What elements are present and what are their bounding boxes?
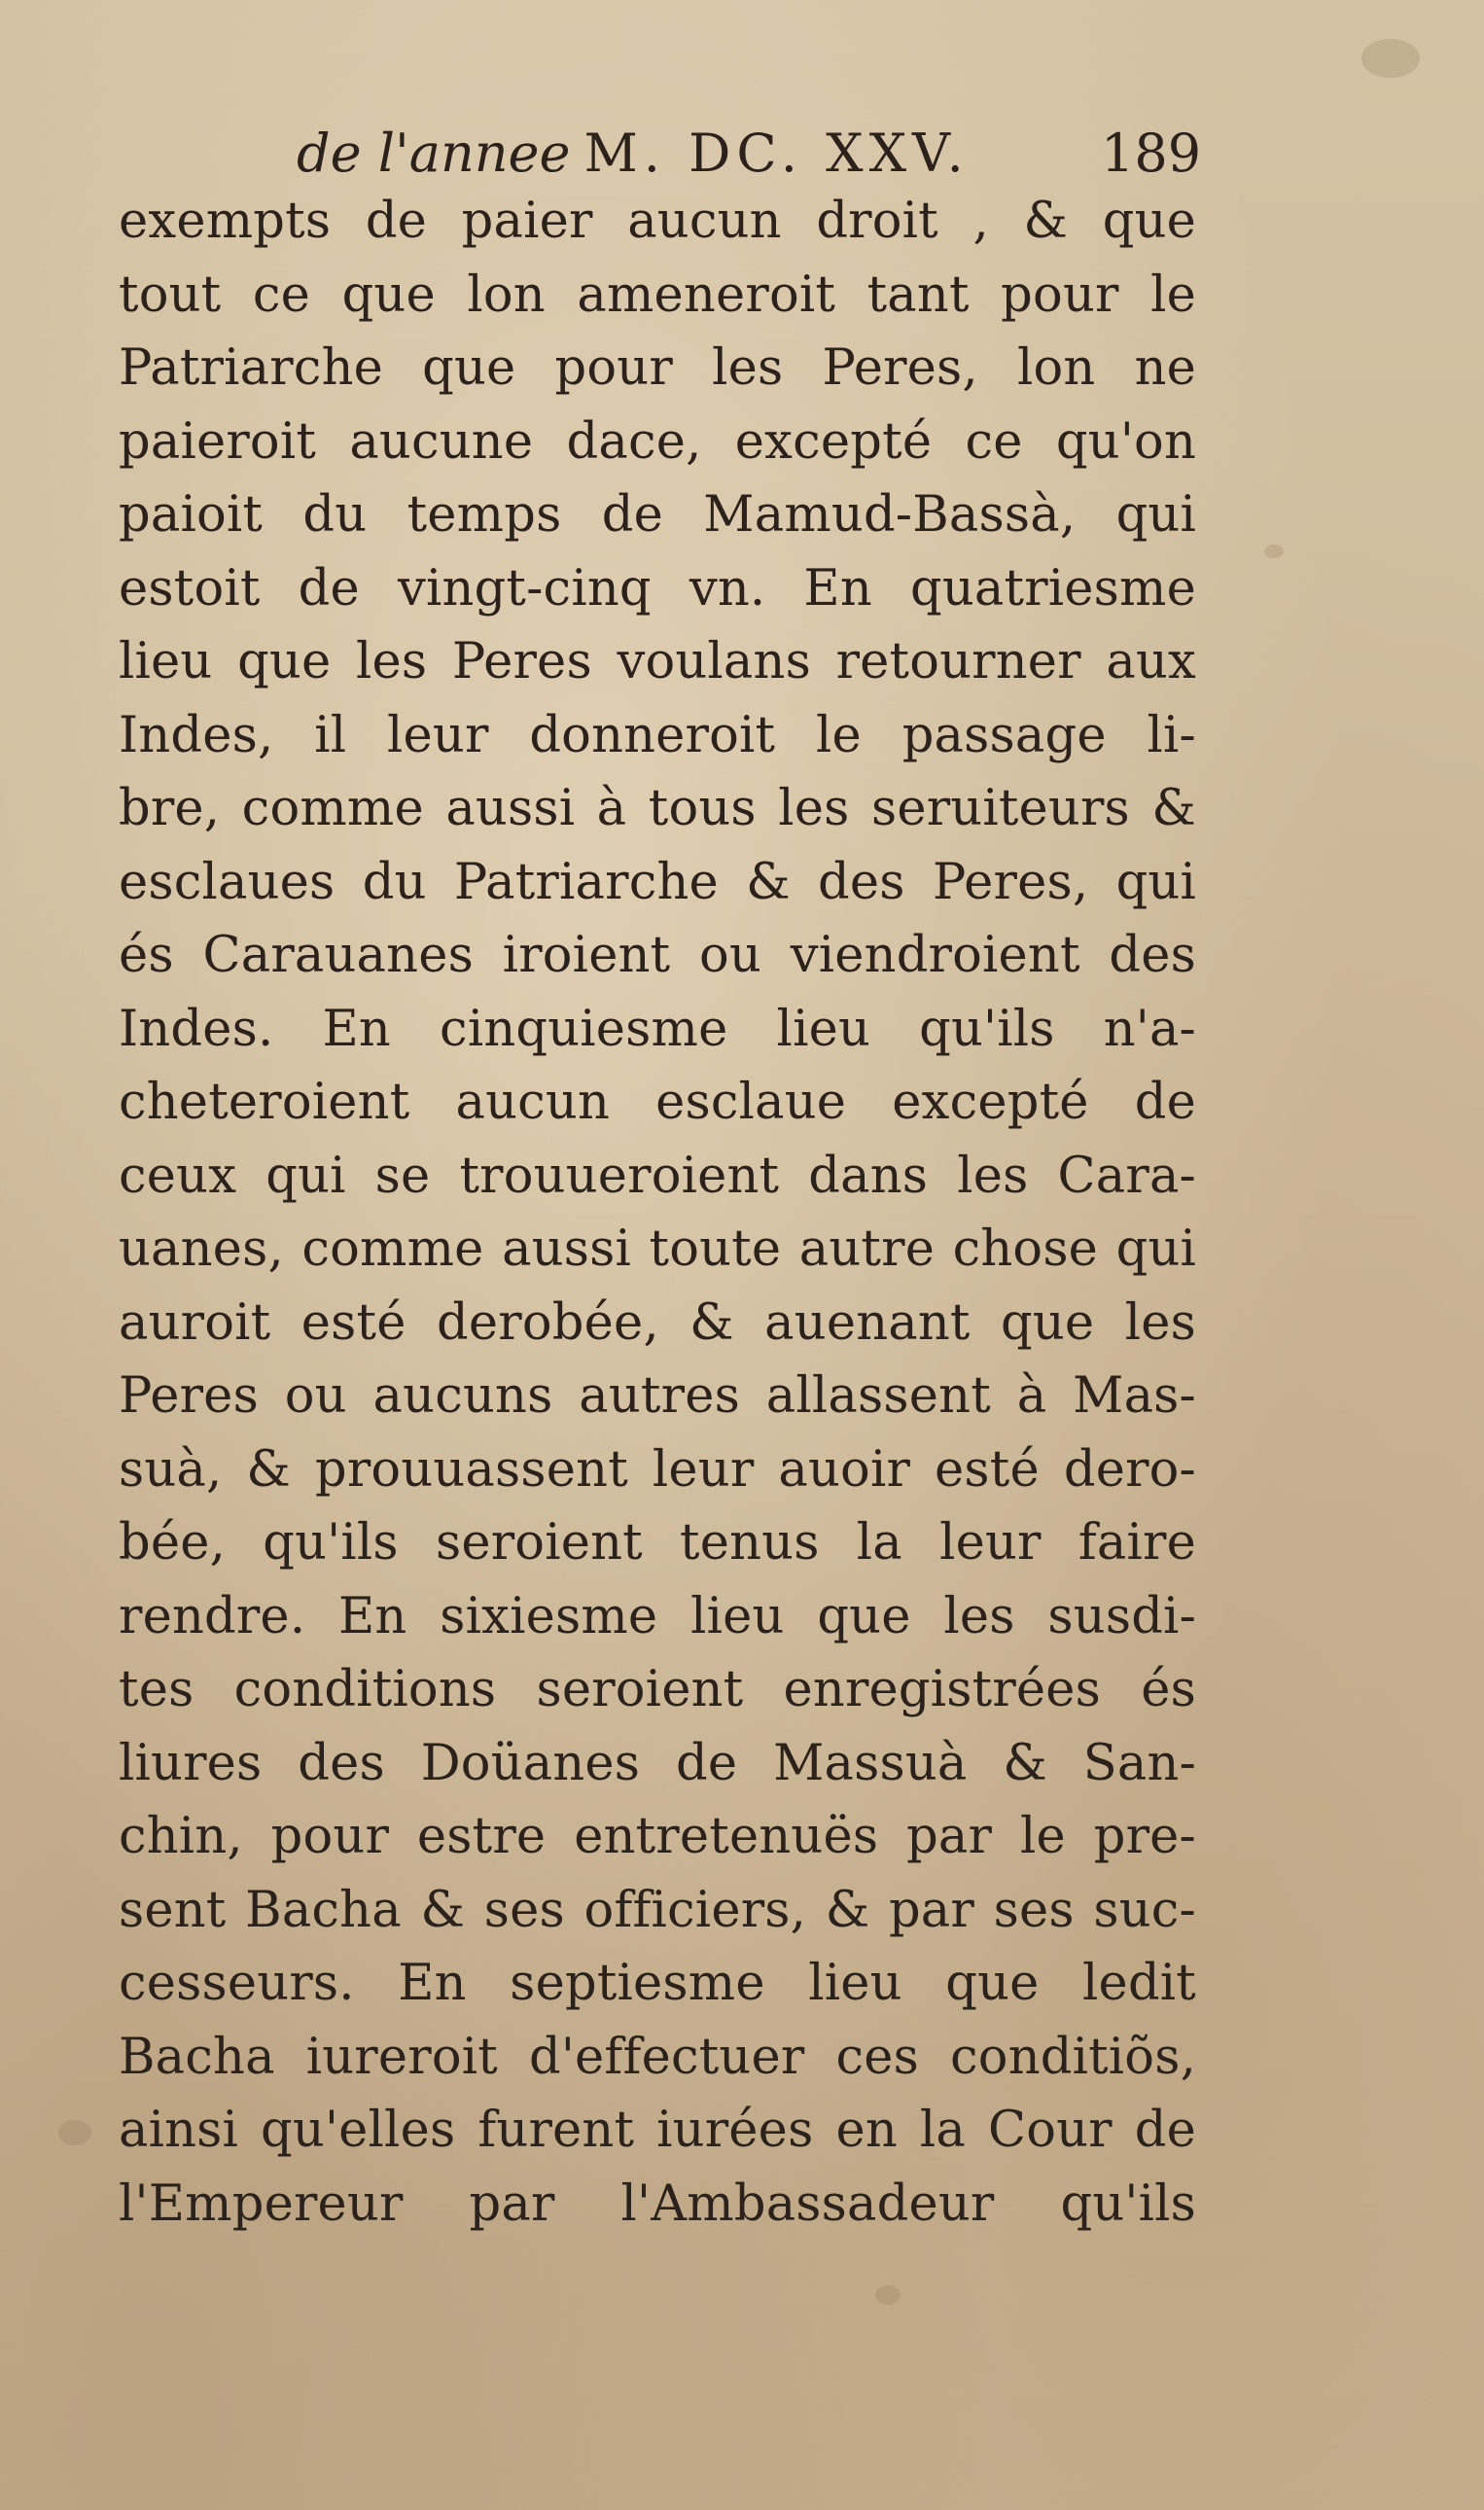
text-line: esclaues du Patriarche & des Peres, qui (119, 853, 1196, 911)
running-head-italic: de l'annee (297, 123, 571, 184)
text-line: exempts de paier aucun droit , & que (119, 193, 1196, 250)
text-line: rendre. En sixiesme lieu que les susdi- (119, 1587, 1196, 1645)
text-line: sent Bacha & ses officiers, & par ses suc- (119, 1881, 1196, 1939)
text-line: és Carauanes iroient ou viendroient des (119, 927, 1196, 984)
text-line: lieu que les Peres voulans retourner aux (119, 633, 1196, 690)
paper-stain (58, 2120, 91, 2145)
text-line: tes conditions seroient enregistrées és (119, 1661, 1196, 1718)
text-line: suà, & prouuassent leur auoir esté dero- (119, 1440, 1196, 1499)
paper-stain (1264, 545, 1284, 558)
text-line: auroit esté derobée, & auenant que les (119, 1293, 1196, 1352)
text-line: cesseurs. En septiesme lieu que ledit (119, 1955, 1196, 2012)
running-head (0, 115, 1484, 193)
text-line: l'Empereur par l'Ambassadeur qu'ils (119, 2174, 1196, 2233)
page-number: 189 (1101, 123, 1202, 184)
paper-stain (875, 2285, 901, 2305)
paper-stain (1361, 39, 1420, 78)
text-line: chin, pour estre entretenuës par le pre- (119, 1808, 1196, 1865)
running-head-year: M. DC. XXV. (583, 123, 970, 184)
text-line: liures des Doüanes de Massuà & San- (119, 1734, 1196, 1792)
text-line: cheteroient aucun esclaue excepté de (119, 1074, 1196, 1131)
text-line: Indes. En cinquiesme lieu qu'ils n'a- (119, 1000, 1196, 1058)
text-line: paieroit aucune dace, excepté ce qu'on (119, 412, 1196, 471)
text-line: Peres ou aucuns autres allassent à Mas- (119, 1367, 1196, 1425)
body-text (119, 185, 1196, 2241)
text-line: bre, comme aussi à tous les seruiteurs & (119, 780, 1196, 837)
text-line: tout ce que lon ameneroit tant pour le (119, 265, 1196, 324)
text-line: paioit du temps de Mamud-Bassà, qui (119, 486, 1196, 544)
text-line: bée, qu'ils seroient tenus la leur faire (119, 1514, 1196, 1572)
text-line: uanes, comme aussi toute autre chose qui (119, 1220, 1196, 1278)
text-line: Bacha iureroit d'effectuer ces conditiõs, (119, 2028, 1196, 2086)
text-line: Patriarche que pour les Peres, lon ne (119, 339, 1196, 397)
running-head-title (297, 115, 970, 193)
text-line: ainsi qu'elles furent iurées en la Cour de (119, 2102, 1196, 2159)
text-line: Indes, il leur donneroit le passage li- (119, 706, 1196, 764)
text-line: estoit de vingt-cinq vn. En quatriesme (119, 559, 1196, 618)
text-line: ceux qui se trouueroient dans les Cara- (119, 1147, 1196, 1205)
